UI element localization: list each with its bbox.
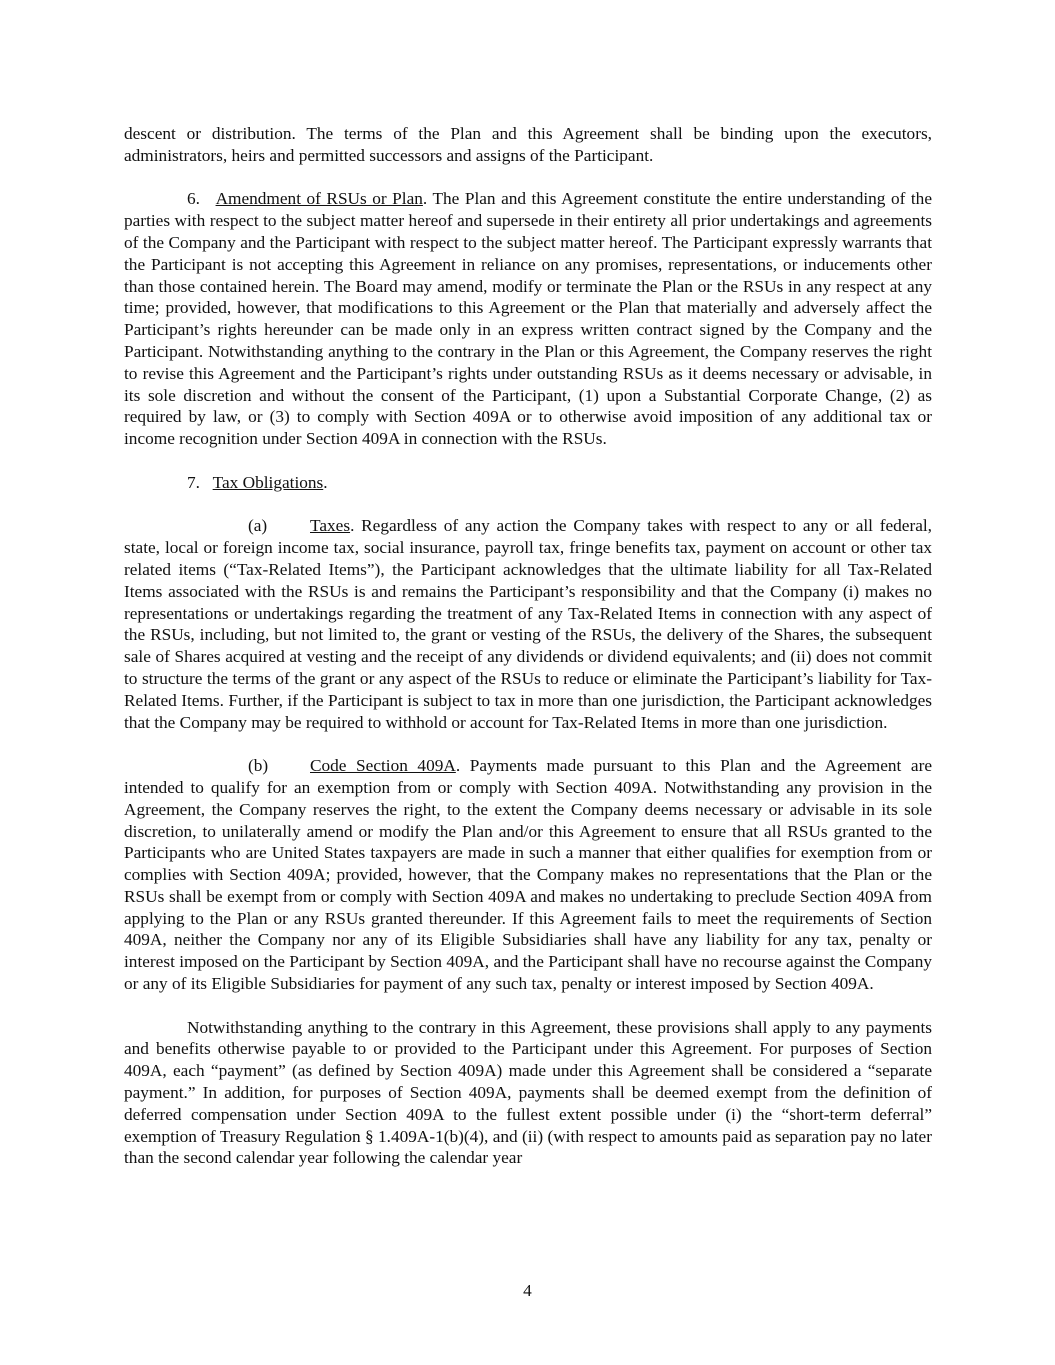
section-7a-paragraph	[124, 515, 932, 733]
section-6-number: 6.	[187, 189, 200, 209]
section-6-paragraph	[124, 188, 932, 450]
section-7-heading-paragraph	[124, 472, 932, 494]
section-7-heading: Tax Obligations	[212, 472, 324, 492]
section-7b-paragraph	[124, 755, 932, 995]
section-7b-body: . Payments made pursuant to this Plan and the Agreement are intended to qualify for an exemption from or comply with Section 409A. Notwithstanding any provision in the Agreement, the Company reserves the right, to the extent the Company deems necessary or advisable in its sole discretion, to unilaterally amend or modify the Plan and/or this Agreement to ensure that all RSUs granted to the Participants who are United States taxpayers are made in such a manner that either qualifies for exemption from or complies with Section 409A; provided, however, that the Company makes no representations that the Plan or the RSUs shall be exempt from or comply with Section 409A and makes no undertaking to preclude Section 409A from applying to the Plan or any RSUs granted thereunder. If this Agreement fails to meet the requirements of Section 409A, neither the Company nor any of its Eligible Subsidiaries shall have any liability for any tax, penalty or interest imposed on the Participant by Section 409A, and the Participant shall have no recourse against the Company or any of its Eligible Subsidiaries for payment of any such tax, penalty or interest imposed by Section 409A.	[124, 756, 932, 994]
section-7a-heading: Taxes	[310, 516, 351, 536]
section-6-body: . The Plan and this Agreement constitute the entire understanding of the parties with respect to the subject matter hereof and supersede in their entirety all prior undertakings and agreements of the Company and the Participant with respect to the subject matter hereof. The Participant expressly warrants that the Participant is not accepting this Agreement in reliance on any promises, representations, or inducements other than those contained herein. The Board may amend, modify or terminate the Plan or the RSUs in any respect at any time; provided, however, that modifications to this Agreement or the Plan that materially and adversely affect the Participant’s rights hereunder can be made only in an express written contract signed by the Company and the Participant. Notwithstanding anything to the contrary in the Plan or this Agreement, the Company reserves the right to revise this Agreement and the Participant’s rights under outstanding RSUs as it deems necessary or advisable, in its sole discretion and without the consent of the Participant, (1) upon a Substantial Corporate Change, (2) as required by law, or (3) to comply with Section 409A or to otherwise avoid imposition of any additional tax or income recognition under Section 409A in connection with the RSUs.	[124, 189, 932, 449]
section-7-heading-suffix: .	[323, 472, 328, 492]
section-7-final-paragraph: Notwithstanding anything to the contrary in this Agreement, these provisions shall apply to any payments and benefits otherwise payable to or provided to the Participant under this Agreement. For purposes of Section 409A, each “payment” (as defined by Section 409A) made under this Agreement shall be considered a “separate payment.” In addition, for purposes of Section 409A, payments shall be deemed exempt from the definition of deferred compensation under Section 409A to the fullest extent possible under (i) the “short-term deferral” exemption of Treasury Regulation § 1.409A-1(b)(4), and (ii) (with respect to amounts paid as separation pay no later than the second calendar year following the calendar year	[124, 1017, 932, 1168]
document-body	[124, 123, 932, 1191]
section-7-number: 7.	[187, 472, 200, 492]
section-7b-heading: Code Section 409A	[310, 756, 456, 776]
section-7a-body: . Regardless of any action the Company takes with respect to any or all federal, state, local or foreign income tax, social insurance, payroll tax, fringe benefits tax, payment on account or other tax related items (“Tax-Related Items”), the Participant acknowledges that the ultimate liability for all Tax-Related Items associated with the RSUs is and remains the Participant’s responsibility and that the Company (i) makes no representations or undertakings regarding the treatment of any Tax-Related Items in connection with any aspect of the RSUs, including, but not limited to, the grant or vesting of the RSUs, the delivery of the Shares, the subsequent sale of Shares acquired at vesting and the receipt of any dividends or dividend equivalents; and (ii) does not commit to structure the terms of the grant or any aspect of the RSUs to reduce or eliminate the Participant’s liability for Tax-Related Items. Further, if the Participant is subject to tax in more than one jurisdiction, the Participant acknowledges that the Company may be required to withhold or account for Tax-Related Items in more than one jurisdiction.	[124, 516, 932, 732]
section-6-heading: Amendment of RSUs or Plan	[215, 189, 423, 209]
section-7a-label: (a)	[248, 516, 268, 536]
section-7b-label: (b)	[248, 756, 269, 776]
continuation-paragraph: descent or distribution. The terms of the Plan and this Agreement shall be binding upon the executors, administrators, heirs and permitted successors and assigns of the Participant.	[124, 124, 932, 165]
page-number: 4	[523, 1281, 532, 1300]
